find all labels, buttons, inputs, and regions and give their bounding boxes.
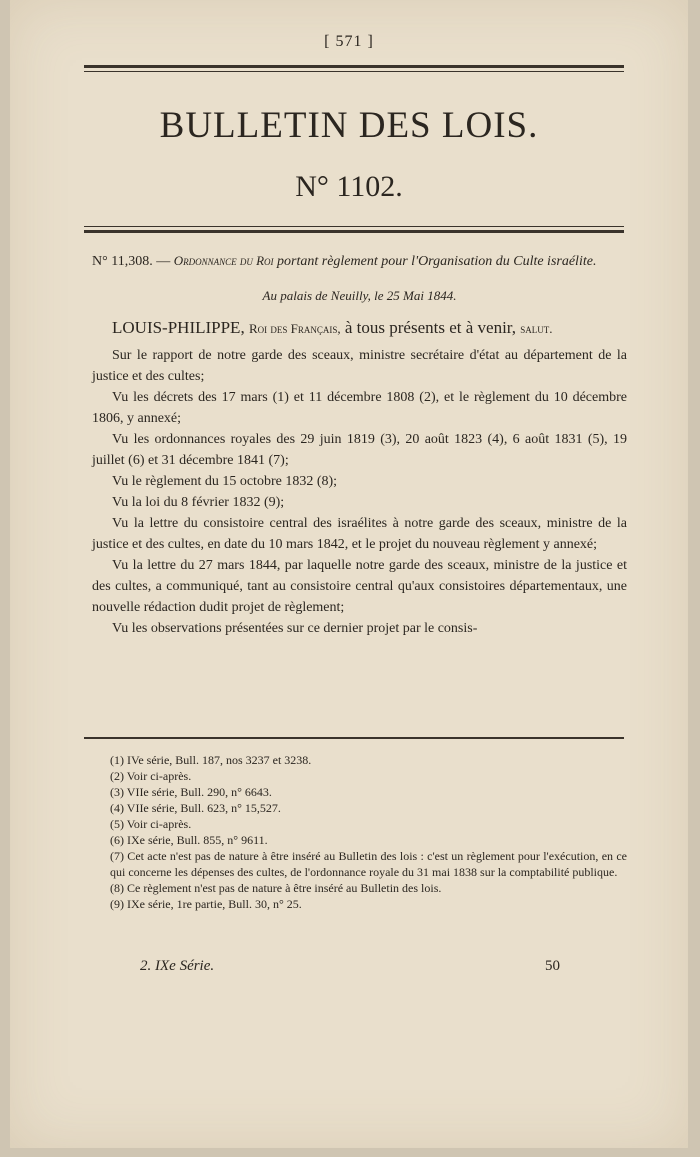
ordinance-title: portant règlement pour l'Organisation du Culte israélite. — [277, 254, 597, 269]
paragraph: Sur le rapport de notre garde des sceaux, ministre secrétaire d'état au département de la justice et des cultes; — [92, 348, 627, 384]
series-mark: 2. IXe Série. — [140, 958, 215, 974]
footnote: (1) IVe série, Bull. 187, nos 3237 et 3238. — [110, 753, 312, 767]
king-salut: salut. — [520, 321, 553, 336]
page-sheet — [10, 0, 688, 1148]
footnote: (3) VIIe série, Bull. 290, n° 6643. — [110, 785, 272, 799]
paragraph: Vu la lettre du 27 mars 1844, par laquelle notre garde des sceaux, ministre de la justice et des cultes, a communiqué, tant au consistoire central qu'aux consistoires départementaux, une nouvelle rédaction dudit projet de règlement; — [92, 558, 627, 615]
ordinance-heading — [92, 252, 627, 271]
place-date: Au palais de Neuilly, le 25 Mai 1844. — [262, 288, 457, 303]
paragraph: Vu les observations présentées sur ce dernier projet par le consis- — [112, 621, 478, 636]
paragraph: Vu la loi du 8 février 1832 (9); — [112, 495, 285, 510]
top-rule-thin — [84, 71, 624, 72]
footnote: (4) VIIe série, Bull. 623, n° 15,527. — [110, 801, 281, 815]
bulletin-number: N° 1102. — [295, 170, 403, 203]
signature-mark: 50 — [545, 958, 560, 974]
page-footer — [140, 958, 560, 975]
paragraph: Vu la lettre du consistoire central des israélites à notre garde des sceaux, ministre de la justice et des cultes, en date du 10 mars 1842, et le projet du nouveau règlement y annexé; — [92, 516, 627, 552]
ordinance-title-sc: Ordonnance du Roi — [173, 253, 274, 268]
king-address: à tous présents et à venir, — [344, 318, 517, 337]
page-folio: [ 571 ] — [324, 33, 374, 50]
header-rule-thick — [84, 230, 624, 233]
paragraph: Vu les ordonnances royales des 29 juin 1819 (3), 20 août 1823 (4), 6 août 1831 (5), 19 juillet (6) et 31 décembre 1841 (7); — [92, 432, 627, 468]
king-name: LOUIS-PHILIPPE, — [112, 318, 245, 337]
ordinance-ref: N° 11,308. — — [92, 254, 171, 269]
top-rule-thick — [84, 65, 624, 68]
ordinance-body — [92, 252, 627, 639]
footnote: (8) Ce règlement n'est pas de nature à être inséré au Bulletin des lois. — [110, 881, 442, 895]
footnote: (7) Cet acte n'est pas de nature à être inséré au Bulletin des lois : c'est un règlement pour l'exécution, en ce qui concerne les dépenses des cultes, de l'ordonnance royale du 31 mai 1838 sur la comptabilité publique. — [110, 849, 627, 879]
header-rule-thin — [84, 226, 624, 227]
footnote: (6) IXe série, Bull. 855, n° 9611. — [110, 833, 268, 847]
footnote-rule — [84, 737, 624, 739]
paragraph: Vu le règlement du 15 octobre 1832 (8); — [112, 474, 338, 489]
paragraph: Vu les décrets des 17 mars (1) et 11 décembre 1808 (2), et le règlement du 10 décembre 1806, y annexé; — [92, 390, 627, 426]
bulletin-title: BULLETIN DES LOIS. — [159, 105, 539, 146]
footnote: (5) Voir ci-après. — [110, 817, 192, 831]
king-preamble — [92, 316, 627, 340]
footnote: (9) IXe série, 1re partie, Bull. 30, n° 25. — [110, 897, 302, 911]
king-title: Roi des Français, — [248, 321, 341, 336]
footnote: (2) Voir ci-après. — [110, 769, 192, 783]
footnotes — [110, 752, 627, 912]
